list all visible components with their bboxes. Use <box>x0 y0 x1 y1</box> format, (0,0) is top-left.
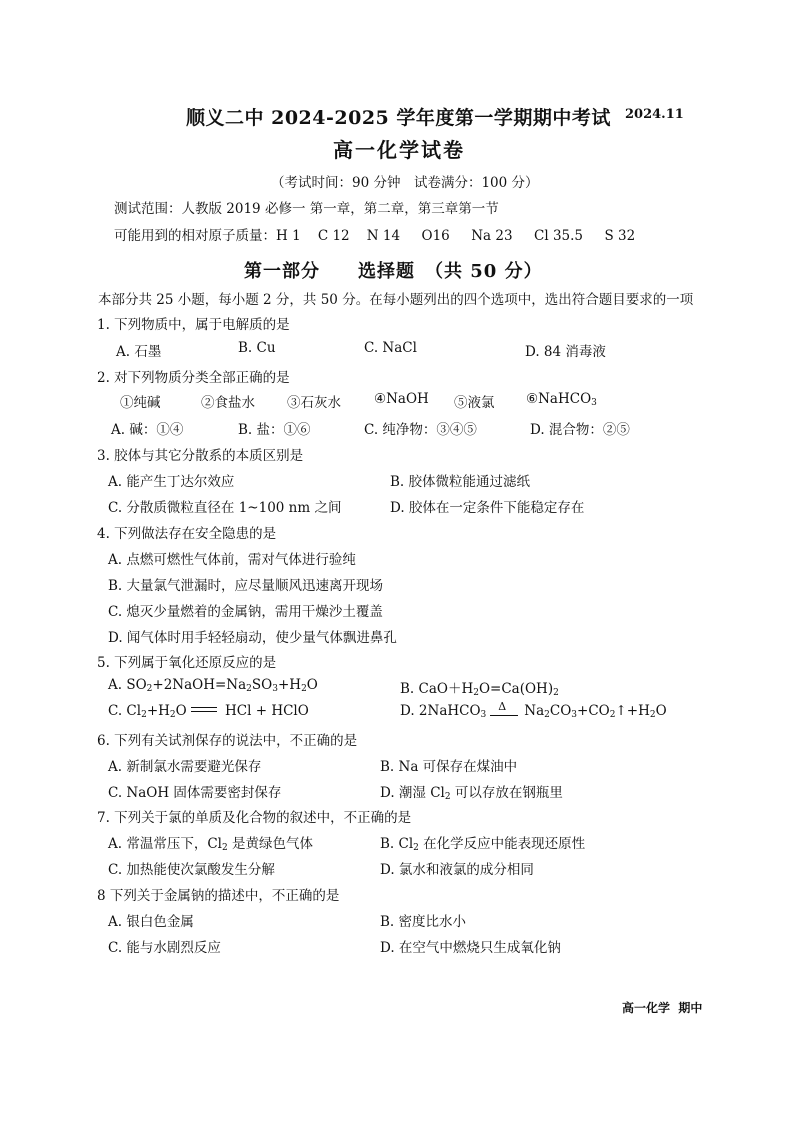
question-2-option-a: A. 碱：①④ <box>111 422 184 438</box>
question-6-option-b: B. Na 可保存在煤油中 <box>380 759 518 775</box>
question-4-option-c: C. 熄灭少量燃着的金属钠，需用干燥沙土覆盖 <box>108 604 383 620</box>
question-5-option-d: D. 2NaHCO$_3$ Δ $Na_2CO_3+CO_2↑+H_2O$ <box>400 700 667 720</box>
question-7-option-a: A. 常温常压下，$Cl_2$ 是黄绿色气体 <box>108 836 314 853</box>
question-4-stem: 4. 下列做法存在安全隐患的是 <box>97 526 277 542</box>
question-6-option-c: C. NaOH 固体需要密封保存 <box>108 785 282 801</box>
question-3-option-d: D. 胶体在一定条件下能稳定存在 <box>390 500 585 516</box>
question-7-option-b: B. $Cl_2$ 在化学反应中能表现还原性 <box>380 836 586 853</box>
question-8-stem: 8 下列关于金属钠的描述中，不正确的是 <box>97 888 340 904</box>
question-6-option-a: A. 新制氯水需要避光保存 <box>108 759 262 775</box>
question-4-option-a: A. 点燃可燃性气体前，需对气体进行验纯 <box>108 552 356 568</box>
question-8-option-b: B. 密度比水小 <box>380 914 467 930</box>
question-2-item-2: ②食盐水 <box>201 395 255 411</box>
question-7-stem: 7. 下列关于氯的单质及化合物的叙述中，不正确的是 <box>97 810 412 826</box>
exam-title: 顺义二中 2024-2025 学年度第一学期期中考试 <box>186 107 611 129</box>
exam-date: 2024.11 <box>625 107 684 122</box>
heating-arrow-icon: Δ <box>490 704 518 716</box>
question-1-option-b: B. Cu <box>238 340 276 356</box>
section-title: 第一部分 选择题 （共 50 分） <box>244 261 543 282</box>
atomic-masses: 可能用到的相对原子质量：H 1 C 12 N 14 O16 Na 23 Cl 35.5 S 32 <box>114 228 636 244</box>
question-3-option-a: A. 能产生丁达尔效应 <box>108 474 235 490</box>
question-2-item-3: ③石灰水 <box>287 395 341 411</box>
question-7-option-d: D. 氯水和液氯的成分相同 <box>380 862 534 878</box>
question-3-option-c: C. 分散质微粒直径在 1~100 nm 之间 <box>108 500 342 516</box>
question-2-item-5: ⑤液氯 <box>454 395 495 411</box>
exam-subtitle: 高一化学试卷 <box>333 138 465 162</box>
question-2-option-b: B. 盐：①⑥ <box>238 422 311 438</box>
question-5-option-a: A. $SO_2+2NaOH=Na_2SO_3+H_2O$ <box>108 677 318 694</box>
question-1-option-d: D. 84 消毒液 <box>525 344 606 360</box>
page-footer: 高一化学 期中 <box>622 1001 703 1015</box>
question-2-option-c: C. 纯净物：③④⑤ <box>364 422 477 438</box>
exam-info: （考试时间：90 分钟 试卷满分：100 分） <box>271 175 539 191</box>
question-2-item-1: ①纯碱 <box>120 395 161 411</box>
question-1-option-c: C. NaCl <box>364 340 417 356</box>
question-4-option-b: B. 大量氯气泄漏时，应尽量顺风迅速离开现场 <box>108 578 384 594</box>
reversible-arrow-icon <box>191 705 217 715</box>
section-intro: 本部分共 25 小题，每小题 2 分，共 50 分。在每小题列出的四个选项中，选出符合题目要求的一项 <box>98 292 694 308</box>
question-6-stem: 6. 下列有关试剂保存的说法中，不正确的是 <box>97 733 358 749</box>
question-8-option-c: C. 能与水剧烈反应 <box>108 940 221 956</box>
question-5-stem: 5. 下列属于氧化还原反应的是 <box>97 655 277 671</box>
question-1-stem: 1. 下列物质中，属于电解质的是 <box>97 317 290 333</box>
question-1-option-a: A. 石墨 <box>116 344 162 360</box>
question-4-option-d: D. 闻气体时用手轻轻扇动，使少量气体飘进鼻孔 <box>108 630 397 646</box>
question-2-item-4: ④NaOH <box>374 391 429 407</box>
question-3-stem: 3. 胶体与其它分散系的本质区别是 <box>97 448 304 464</box>
test-scope: 测试范围：人教版 2019 必修一 第一章，第二章，第三章第一节 <box>114 201 499 217</box>
question-5-option-c: C. $Cl_2+H_2O$ HCl + HClO <box>108 703 309 720</box>
question-2-option-d: D. 混合物：②⑤ <box>530 422 630 438</box>
question-7-option-c: C. 加热能使次氯酸发生分解 <box>108 862 275 878</box>
question-5-option-b: B. $CaO+H_2O=Ca(OH)_2$ <box>400 681 559 698</box>
question-2-item-6: ⑥NaHCO$_3$ <box>526 391 597 408</box>
question-2-stem: 2. 对下列物质分类全部正确的是 <box>97 370 290 386</box>
question-8-option-a: A. 银白色金属 <box>108 914 194 930</box>
question-8-option-d: D. 在空气中燃烧只生成氧化钠 <box>380 940 561 956</box>
question-6-option-d: D. 潮湿 $Cl_2$ 可以存放在钢瓶里 <box>380 785 563 802</box>
question-3-option-b: B. 胶体微粒能通过滤纸 <box>390 474 531 490</box>
